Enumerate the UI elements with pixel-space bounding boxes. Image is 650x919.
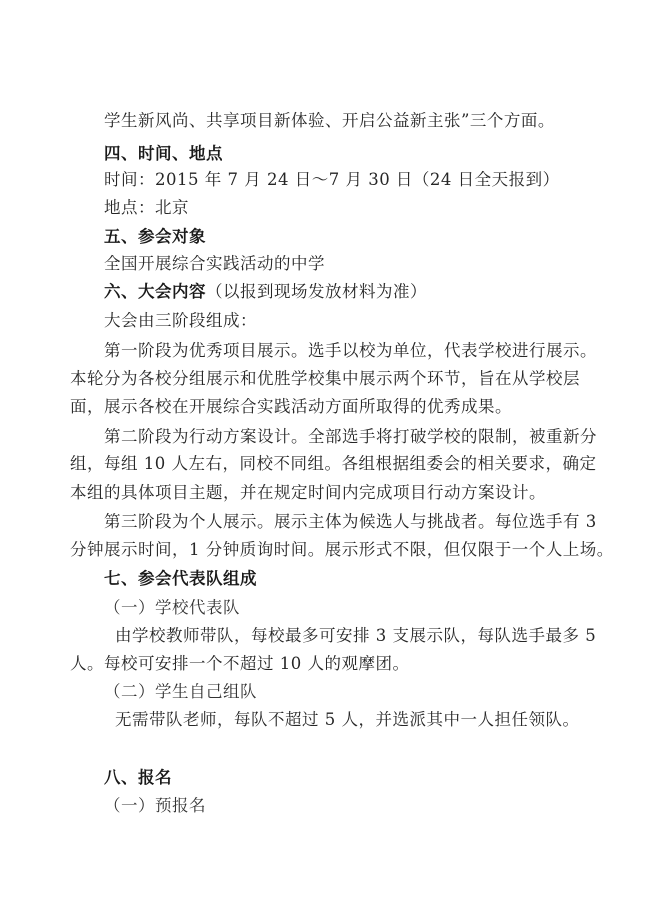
subsection-heading: （一）学校代表队 xyxy=(104,598,240,617)
section-heading: 五、参会对象 xyxy=(104,227,206,246)
text-line: 分钟展示时间，1 分钟质询时间。展示形式不限，但仅限于一个人上场。 xyxy=(70,540,614,559)
text-line: 学生新风尚、共享项目新体验、开启公益新主张”三个方面。 xyxy=(104,111,555,130)
subsection-heading: （二）学生自己组队 xyxy=(104,682,257,701)
text-line: 人。每校可安排一个不超过 10 人的观摩团。 xyxy=(70,654,410,673)
text-line: 由学校教师带队，每校最多可安排 3 支展示队，每队选手最多 5 xyxy=(115,626,597,645)
text-line: 第三阶段为个人展示。展示主体为候选人与挑战者。每位选手有 3 xyxy=(104,512,597,531)
section-heading: 七、参会代表队组成 xyxy=(104,569,257,588)
section-heading: 八、报名 xyxy=(104,768,172,787)
subsection-heading: （一）预报名 xyxy=(104,796,206,815)
section-heading-with-note xyxy=(104,281,427,303)
text-line: 组，每组 10 人左右，同校不同组。各组根据组委会的相关要求，确定 xyxy=(70,454,597,473)
text-line: 地点：北京 xyxy=(104,198,189,217)
text-line: 全国开展综合实践活动的中学 xyxy=(104,254,325,273)
section-heading: 四、时间、地点 xyxy=(104,144,223,163)
text-line: 本轮分为各校分组展示和优胜学校集中展示两个环节，旨在从学校层 xyxy=(70,369,580,388)
section-heading: 六、大会内容 xyxy=(104,282,206,301)
text-line: 面，展示各校在开展综合实践活动方面所取得的优秀成果。 xyxy=(70,397,512,416)
text-line: 本组的具体项目主题，并在规定时间内完成项目行动方案设计。 xyxy=(70,483,546,502)
text-line: 无需带队老师，每队不超过 5 人，并选派其中一人担任领队。 xyxy=(115,710,580,729)
text-line: 第二阶段为行动方案设计。全部选手将打破学校的限制，被重新分 xyxy=(104,427,597,446)
text-line: 第一阶段为优秀项目展示。选手以校为单位，代表学校进行展示。 xyxy=(104,341,597,360)
heading-note: （以报到现场发放材料为准） xyxy=(206,282,427,301)
text-line: 大会由三阶段组成： xyxy=(104,311,257,330)
text-line: 时间：2015 年 7 月 24 日～7 月 30 日（24 日全天报到） xyxy=(104,170,560,189)
